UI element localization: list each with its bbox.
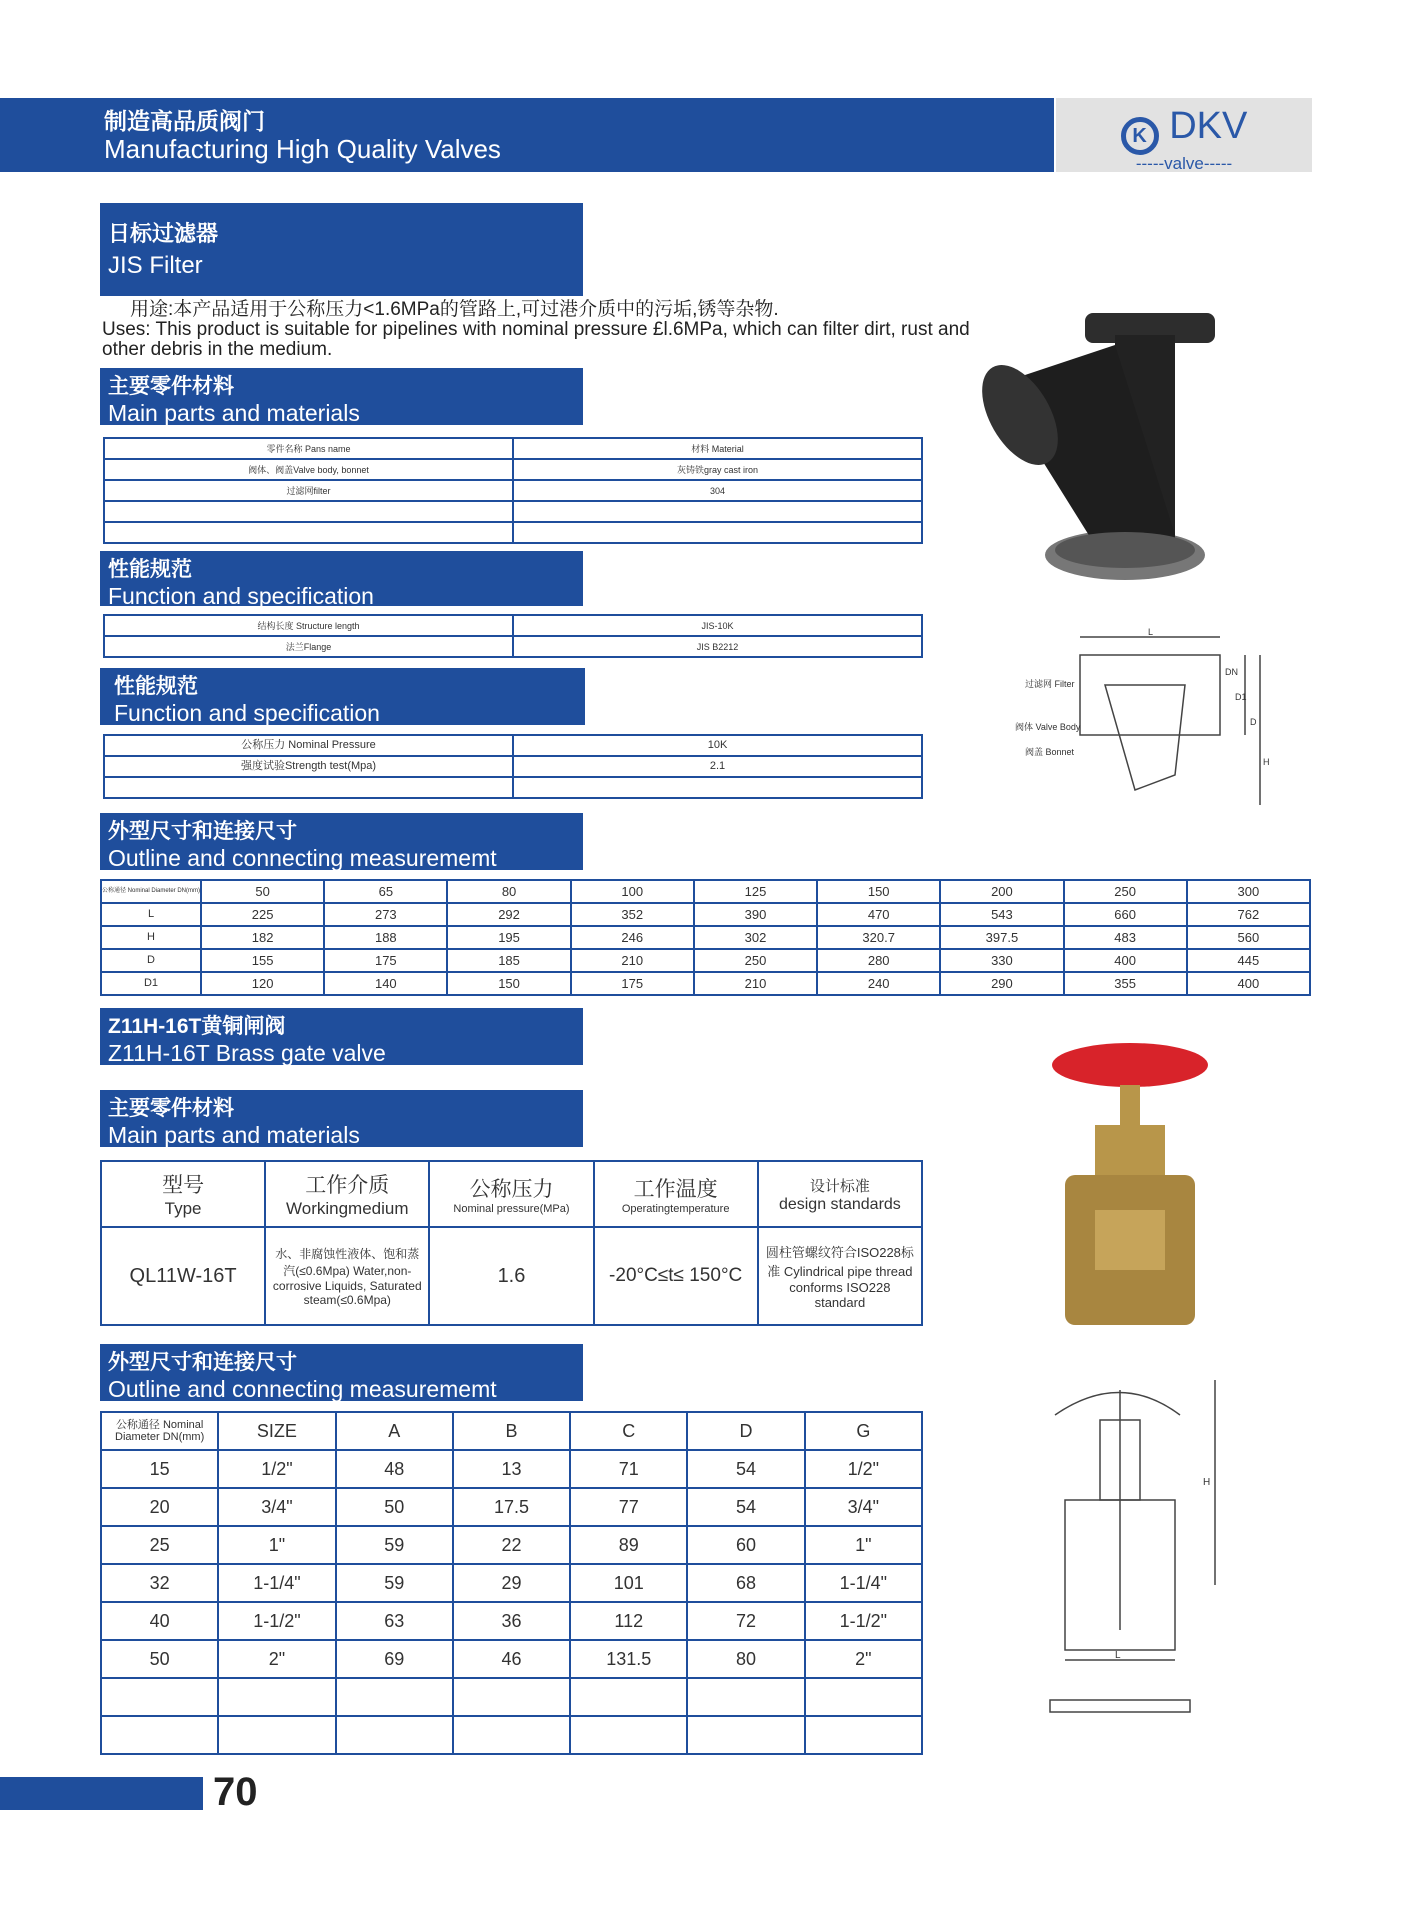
table-cell: 1-1/4": [805, 1564, 922, 1602]
table-cell: H: [101, 926, 201, 949]
table-cell: G: [805, 1412, 922, 1450]
table-row: [104, 459, 922, 480]
table-cell: 240: [817, 972, 940, 995]
table-cell: [805, 1716, 922, 1754]
table-row: [104, 615, 922, 636]
table-cell: 灰铸铁gray cast iron: [513, 459, 922, 480]
table-cell: 13: [453, 1450, 570, 1488]
table-cell: 246: [571, 926, 694, 949]
header-zh: 公称压力: [469, 1178, 554, 1201]
header-en: Operatingtemperature: [621, 1203, 730, 1215]
table-cell: C: [570, 1412, 687, 1450]
table-cell: 公称压力 Nominal Pressure: [104, 735, 513, 756]
header-zh: 型号: [162, 1174, 205, 1197]
table-cell: 660: [1064, 903, 1187, 926]
table-cell: 54: [687, 1450, 804, 1488]
table-cell: 71: [570, 1450, 687, 1488]
table-cell: 352: [571, 903, 694, 926]
table-row: [101, 926, 1310, 949]
table-row: [104, 480, 922, 501]
gate-valve-drawing: [1040, 1370, 1230, 1745]
section-header-outline-gate: [100, 1344, 583, 1401]
table-cell: 101: [570, 1564, 687, 1602]
label-d: D: [1250, 717, 1257, 727]
table-cell: D: [101, 949, 201, 972]
dkv-logo: [1056, 98, 1312, 172]
table-cell: 过滤网filter: [104, 480, 513, 501]
table-cell: 65: [324, 880, 447, 903]
table-cell: 32: [101, 1564, 218, 1602]
table-row: [101, 880, 1310, 903]
jis-title-zh: 日标过滤器: [108, 221, 219, 246]
table-cell: [104, 501, 513, 522]
table-cell: 法兰Flange: [104, 636, 513, 657]
footer-bar: [0, 1777, 203, 1810]
function-table-1: [103, 614, 923, 658]
table-cell: 59: [336, 1526, 453, 1564]
table-cell: 300: [1187, 880, 1310, 903]
table-cell: 60: [687, 1526, 804, 1564]
table-cell: 155: [201, 949, 324, 972]
table-row: [104, 438, 922, 459]
table-cell: 77: [570, 1488, 687, 1526]
table-cell: 50: [201, 880, 324, 903]
table-cell: 150: [817, 880, 940, 903]
label-d1: D1: [1235, 692, 1247, 702]
table-cell: [687, 1678, 804, 1716]
header-en: Function and specification: [108, 583, 374, 609]
table-cell: [805, 1678, 922, 1716]
table-cell: 445: [1187, 949, 1310, 972]
table-cell: 182: [201, 926, 324, 949]
table-cell: 29: [453, 1564, 570, 1602]
function-table-2: [103, 734, 923, 799]
page-number: 70: [213, 1770, 258, 1814]
table-cell: 80: [687, 1640, 804, 1678]
table-row: [101, 1640, 922, 1678]
table-cell: 72: [687, 1602, 804, 1640]
y-strainer-photo: [975, 305, 1240, 590]
uses-zh: 用途:本产品适用于公称压力<1.6MPa的管路上,可过港介质中的污垢,锈等杂物.: [130, 299, 779, 320]
table-cell: 25: [101, 1526, 218, 1564]
page-header-bar: [0, 98, 1054, 172]
section-header-function-2: [100, 668, 585, 725]
table-cell: 112: [570, 1602, 687, 1640]
header-en: Type: [164, 1199, 202, 1218]
gate-spec-table: [100, 1160, 923, 1326]
table-cell: [101, 1678, 218, 1716]
table-cell: 560: [1187, 926, 1310, 949]
table-row: [101, 1602, 922, 1640]
table-cell: [101, 1716, 218, 1754]
table-row: [101, 1526, 922, 1564]
table-cell: 59: [336, 1564, 453, 1602]
header-en: Main parts and materials: [108, 1122, 360, 1148]
table-cell: [453, 1716, 570, 1754]
table-row: [104, 501, 922, 522]
table-cell: 水、非腐蚀性液体、饱和蒸汽(≤0.6Mpa) Water,non-corrosive Liquids, Saturated steam(≤0.6Mpa): [265, 1227, 429, 1325]
header-en: Outline and connecting measurememt: [108, 845, 497, 871]
table-cell: 50: [101, 1640, 218, 1678]
label-h: H: [1263, 757, 1270, 767]
y-strainer-drawing: [1005, 625, 1275, 815]
table-cell: [513, 501, 922, 522]
table-cell: 公称通径 Nominal Diameter DN(mm): [101, 1412, 218, 1450]
table-cell: 20: [101, 1488, 218, 1526]
table-cell: 1-1/4": [218, 1564, 335, 1602]
jis-title-en: JIS Filter: [108, 252, 203, 279]
label-h: H: [1203, 1477, 1211, 1488]
label-filter: 过滤网 Filter: [1025, 679, 1075, 689]
table-cell: 302: [694, 926, 817, 949]
header-zh: 外型尺寸和连接尺寸: [108, 820, 297, 843]
table-cell: 2": [218, 1640, 335, 1678]
table-header-row: [101, 1161, 922, 1227]
uses-en: Uses: This product is suitable for pipelines with nominal pressure £l.6MPa, which can filter dirt, rust and other debris in the medium.: [102, 319, 970, 360]
table-cell: 120: [201, 972, 324, 995]
table-cell: 225: [201, 903, 324, 926]
table-cell: 400: [1064, 949, 1187, 972]
table-cell: QL11W-16T: [101, 1227, 265, 1325]
table-cell: 46: [453, 1640, 570, 1678]
table-cell: 762: [1187, 903, 1310, 926]
table-cell: 69: [336, 1640, 453, 1678]
section-header-jis-filter: [100, 203, 583, 296]
header-zh: 性能规范: [108, 558, 192, 581]
table-cell: 210: [571, 949, 694, 972]
label-valve-body: 阀体 Valve Body: [1015, 722, 1081, 732]
table-row: [104, 522, 922, 543]
table-cell: 397.5: [940, 926, 1063, 949]
table-cell: [687, 1716, 804, 1754]
table-cell: [453, 1678, 570, 1716]
table-cell: JIS-10K: [513, 615, 922, 636]
table-cell: 2": [805, 1640, 922, 1678]
table-cell: 125: [694, 880, 817, 903]
table-cell: 1-1/2": [218, 1602, 335, 1640]
table-cell: [570, 1678, 687, 1716]
header-en: design standards: [778, 1195, 901, 1213]
table-cell: 阀体、阀盖Valve body, bonnet: [104, 459, 513, 480]
table-cell: -20°C≤t≤ 150°C: [594, 1227, 758, 1325]
table-cell: 330: [940, 949, 1063, 972]
table-cell: D1: [101, 972, 201, 995]
table-cell: 零件名称 Pans name: [104, 438, 513, 459]
label-l: L: [1115, 1650, 1121, 1661]
logo-sub: -----valve-----: [1135, 154, 1233, 173]
table-cell: 40: [101, 1602, 218, 1640]
parts-table: [103, 437, 923, 544]
gate-title-en: Z11H-16T Brass gate valve: [108, 1040, 386, 1066]
brass-gate-valve-photo: [1045, 1040, 1215, 1335]
table-cell: JIS B2212: [513, 636, 922, 657]
header-cell: [101, 1161, 265, 1227]
logo-brand: DKV: [1169, 105, 1248, 147]
table-cell: 185: [447, 949, 570, 972]
table-row: [101, 1412, 922, 1450]
header-zh: 工作温度: [633, 1178, 718, 1201]
table-cell: 1/2": [218, 1450, 335, 1488]
header-en: Outline and connecting measurememt: [108, 1376, 497, 1402]
table-cell: 80: [447, 880, 570, 903]
section-header-parts: [100, 368, 583, 425]
header-zh: 设计标准: [809, 1177, 870, 1195]
table-row: [104, 756, 922, 777]
table-row: [101, 972, 1310, 995]
table-cell: 304: [513, 480, 922, 501]
header-en: Main parts and materials: [108, 400, 360, 426]
header-zh: 主要零件材料: [108, 375, 234, 398]
table-row: [101, 903, 1310, 926]
table-cell: [104, 777, 513, 798]
table-cell: 390: [694, 903, 817, 926]
table-cell: 175: [324, 949, 447, 972]
table-cell: 400: [1187, 972, 1310, 995]
header-cell: [429, 1161, 593, 1227]
gate-title-zh: Z11H-16T黄铜闸阀: [108, 1015, 286, 1038]
table-cell: [513, 522, 922, 543]
table-cell: B: [453, 1412, 570, 1450]
table-cell: 273: [324, 903, 447, 926]
table-cell: 280: [817, 949, 940, 972]
table-cell: [336, 1716, 453, 1754]
outline-table-gate: [100, 1411, 923, 1755]
table-cell: 1": [218, 1526, 335, 1564]
header-zh: 外型尺寸和连接尺寸: [108, 1351, 297, 1374]
table-cell: 1.6: [429, 1227, 593, 1325]
label-dn: DN: [1225, 667, 1238, 677]
table-cell: [104, 522, 513, 543]
table-cell: 54: [687, 1488, 804, 1526]
header-cell: [594, 1161, 758, 1227]
table-cell: 材料 Material: [513, 438, 922, 459]
header-en: Workingmedium: [286, 1199, 409, 1218]
table-row: [101, 1678, 922, 1716]
label-bonnet: 阀盖 Bonnet: [1025, 747, 1075, 757]
table-row: [101, 1564, 922, 1602]
uses-text: [102, 300, 972, 360]
table-cell: [570, 1716, 687, 1754]
table-cell: L: [101, 903, 201, 926]
header-cell: [758, 1161, 922, 1227]
table-cell: 131.5: [570, 1640, 687, 1678]
logo-mark-icon: K: [1121, 117, 1159, 155]
table-cell: 355: [1064, 972, 1187, 995]
table-cell: 89: [570, 1526, 687, 1564]
table-cell: 公称通径 Nominal Diameter DN(mm): [101, 880, 201, 903]
section-header-outline-jis: [100, 813, 583, 870]
header-en: Nominal pressure(MPa): [453, 1203, 570, 1215]
table-cell: 188: [324, 926, 447, 949]
header-zh: 主要零件材料: [108, 1097, 234, 1120]
table-cell: 结构长度 Structure length: [104, 615, 513, 636]
table-cell: [218, 1678, 335, 1716]
outline-table-jis: [100, 879, 1311, 996]
table-cell: D: [687, 1412, 804, 1450]
table-cell: 50: [336, 1488, 453, 1526]
table-row: [101, 1488, 922, 1526]
section-header-function-1: [100, 551, 583, 609]
table-cell: 1": [805, 1526, 922, 1564]
table-cell: 210: [694, 972, 817, 995]
header-title-en: Manufacturing High Quality Valves: [104, 134, 501, 164]
table-cell: 36: [453, 1602, 570, 1640]
header-zh: 性能规范: [114, 675, 198, 698]
table-cell: 140: [324, 972, 447, 995]
section-header-gate-valve: [100, 1008, 583, 1065]
table-row: [101, 1227, 922, 1325]
table-cell: 250: [1064, 880, 1187, 903]
table-cell: 48: [336, 1450, 453, 1488]
table-cell: 15: [101, 1450, 218, 1488]
table-cell: 强度试验Strength test(Mpa): [104, 756, 513, 777]
table-cell: 150: [447, 972, 570, 995]
table-cell: 320.7: [817, 926, 940, 949]
table-row: [104, 735, 922, 756]
table-cell: 290: [940, 972, 1063, 995]
table-row: [104, 636, 922, 657]
table-cell: 292: [447, 903, 570, 926]
table-cell: 1/2": [805, 1450, 922, 1488]
table-cell: 100: [571, 880, 694, 903]
table-cell: 543: [940, 903, 1063, 926]
table-cell: 10K: [513, 735, 922, 756]
table-cell: 17.5: [453, 1488, 570, 1526]
header-title-zh: 制造高品质阀门: [104, 108, 265, 134]
header-cell: [265, 1161, 429, 1227]
table-cell: 68: [687, 1564, 804, 1602]
table-cell: 250: [694, 949, 817, 972]
table-row: [101, 949, 1310, 972]
table-cell: SIZE: [218, 1412, 335, 1450]
table-row: [104, 777, 922, 798]
table-cell: 483: [1064, 926, 1187, 949]
header-zh: 工作介质: [305, 1174, 390, 1197]
header-en: Function and specification: [114, 700, 380, 726]
label-l: L: [1148, 627, 1154, 637]
table-cell: 195: [447, 926, 570, 949]
table-cell: 200: [940, 880, 1063, 903]
table-cell: [336, 1678, 453, 1716]
table-cell: 3/4": [218, 1488, 335, 1526]
table-cell: 175: [571, 972, 694, 995]
table-cell: A: [336, 1412, 453, 1450]
table-cell: 63: [336, 1602, 453, 1640]
table-cell: [218, 1716, 335, 1754]
table-row: [101, 1450, 922, 1488]
table-cell: 2.1: [513, 756, 922, 777]
table-cell: 470: [817, 903, 940, 926]
table-cell: 22: [453, 1526, 570, 1564]
table-cell: 圆柱管螺纹符合ISO228标准 Cylindrical pipe thread conforms ISO228 standard: [758, 1227, 922, 1325]
table-cell: 1-1/2": [805, 1602, 922, 1640]
table-cell: [513, 777, 922, 798]
table-row: [101, 1716, 922, 1754]
table-cell: 3/4": [805, 1488, 922, 1526]
section-header-gate-parts: [100, 1090, 583, 1147]
